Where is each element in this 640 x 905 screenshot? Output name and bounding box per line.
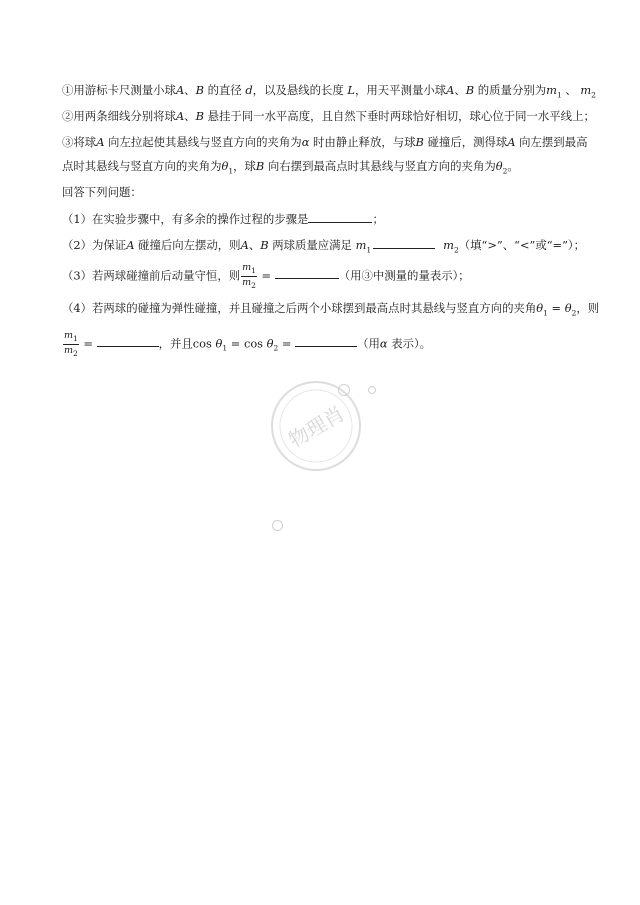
step-marker: ② xyxy=(62,109,74,123)
question-2: （2）为保证A 碰撞后向左摆动，则A、B 两球质量应满足 $m_1$ $m_2$（填“>”、“<”或“=”）； xyxy=(62,238,585,255)
step-3-cont: 点时其悬线与竖直方向的夹角为$\theta_1$，球B 向右摆到最高点时其悬线与竖直方向的夹角为$\theta_2$。 xyxy=(62,159,519,176)
watermark-seal xyxy=(268,378,364,474)
step-1: ①用游标卡尺测量小球A、B 的直径 d，以及悬线的长度 L，用天平测量小球A、B 的质量分别为$m_1$ 、 $m_2$ xyxy=(62,83,596,100)
answer-blank-3[interactable] xyxy=(275,266,339,279)
question-4-cont: $\frac{m_1}{m_2}$ = ，并且$\cos \theta_1 = \cos \theta_2$ = （用α 表示）。 xyxy=(64,330,432,358)
answer-blank-5[interactable] xyxy=(295,334,357,347)
question-1: （1）在实验步骤中，有多余的操作过程的步骤是 ； xyxy=(62,212,384,226)
step-marker: ③ xyxy=(62,135,74,149)
question-3: （3）若两球碰撞前后动量守恒，则 $\frac{m_1}{m_2}$ = （用③中测量的量表示）； xyxy=(62,262,470,290)
answer-blank-1[interactable] xyxy=(308,210,372,223)
watermark-text: 物理肖 xyxy=(284,401,349,453)
decor-dot xyxy=(338,384,350,396)
answer-blank-2[interactable] xyxy=(373,236,435,249)
answer-prompt: 回答下列问题： xyxy=(62,185,142,199)
mass-ratio-fraction: $\frac{m_1}{m_2}$ xyxy=(242,262,256,290)
decor-dot xyxy=(272,520,283,531)
step-marker: ① xyxy=(62,83,74,97)
question-4: （4）若两球的碰撞为弹性碰撞，并且碰撞之后两个小球摆到最高点时其悬线与竖直方向的夹角$\theta_1 = \theta_2$，则 xyxy=(62,301,600,318)
step-2: ②用两条细线分别将球A、B 悬挂于同一水平高度，且自然下垂时两球恰好相切，球心位于同一水平线上； xyxy=(62,109,595,123)
mass-ratio-fraction: $\frac{m_1}{m_2}$ xyxy=(64,330,78,358)
step-3: ③将球A 向左拉起使其悬线与竖直方向的夹角为α 时由静止释放，与球B 碰撞后，测得球A 向左摆到最高 xyxy=(62,135,588,149)
decor-dot xyxy=(368,386,376,394)
answer-blank-4[interactable] xyxy=(97,334,159,347)
